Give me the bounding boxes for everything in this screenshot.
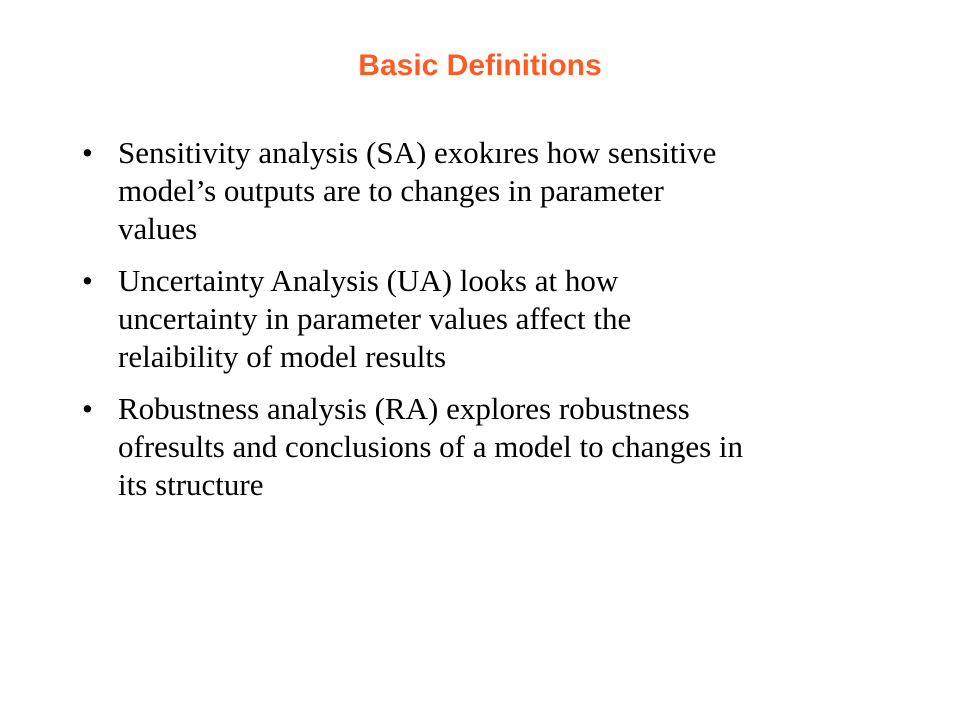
bullet-line: Robustness analysis (RA) explores robustness [118,391,690,426]
bullet-item-sensitivity-analysis [82,134,882,248]
bullet-item-robustness-analysis [82,390,882,504]
bullet-list [82,134,882,518]
bullet-line: values [118,211,198,246]
bullet-line: relaibility of model results [118,339,447,374]
bullet-icon: • [82,135,93,170]
bullet-line: ofresults and conclusions of a model to changes in [118,429,744,464]
bullet-line: its structure [118,467,264,502]
slide-title: Basic Definitions [358,49,602,82]
bullet-line: model’s outputs are to changes in parameter [118,173,664,208]
bullet-line: Sensitivity analysis (SA) exokıres how sensitive [118,135,717,170]
bullet-item-uncertainty-analysis [82,262,882,376]
bullet-line: uncertainty in parameter values affect the [118,301,632,336]
bullet-line: Uncertainty Analysis (UA) looks at how [118,263,619,298]
bullet-icon: • [82,391,93,426]
bullet-icon: • [82,263,93,298]
